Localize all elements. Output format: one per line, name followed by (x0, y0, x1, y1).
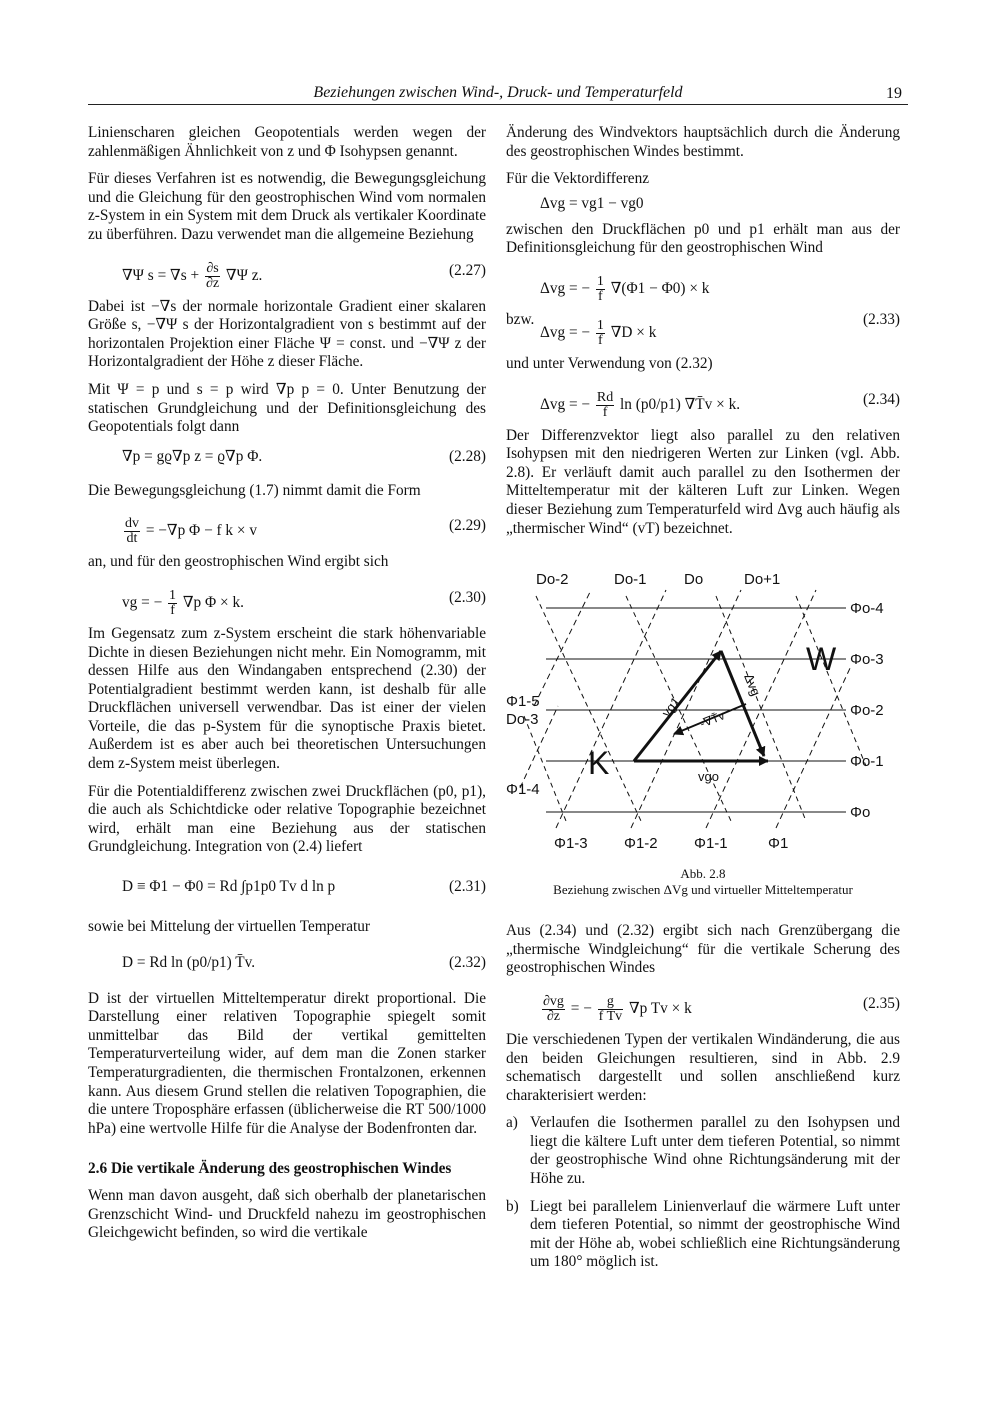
paragraph: Änderung des Windvektors hauptsächlich durch die Änderung des geostrophischen Windes bestimmt. (506, 124, 900, 160)
fraction-numerator: ∂s (206, 260, 219, 276)
paragraph: D ist der virtuellen Mitteltemperatur direkt proportional. Die Darstellung einer relativen Topographie spiegelt somit unmittelbar das Bild der vertikal gemittelten Temperaturverteilung wider, auf dem man die Zonen starker Temperaturgradienten, die thermischen Frontalzonen, erkennen kann. Aus diesem Grund stellen die relativen Topographien, die die untere Troposphäre erfassen (üblicherweise die RT 500/1000 hPa) eine wertvolle Hilfe für die Analyse der Bodenfronten dar. (88, 989, 486, 1137)
label-left: Φ1-5 (506, 693, 540, 711)
fraction-denominator: f (170, 602, 175, 618)
equation-number: (2.32) (449, 953, 486, 971)
equation-2-29 (88, 509, 486, 547)
equation-formula: D = Rd ln (p0/p1) T̄v. (122, 953, 256, 971)
fraction-numerator: 1 (596, 273, 604, 289)
running-title: Beziehungen zwischen Wind-, Druck- und Temperaturfeld (313, 84, 683, 101)
left-column (88, 124, 486, 1252)
paragraph: Linienscharen gleichen Geopotentials werden wegen der zahlenmäßigen Ähnlichkeit von z und Φ Isohypsen genannt. (88, 124, 486, 160)
list-item (506, 1198, 900, 1272)
equation-2-33b (506, 310, 900, 348)
section-heading: 2.6 Die vertikale Änderung des geostrophischen Windes (88, 1160, 452, 1178)
paragraph: Im Gegensatz zum z-System erscheint die stark höhenvariable Dichte in diesen Beziehungen nicht mehr. Ein Nomogramm, mit dessen Hilfe aus den Windangaben entsprechend (2.30) der Potentialgradient bestimmt werden kann, ist deshalb für alle Druckflächen universell verwendbar. Das ist einer der vielen Vorteile, die das p-System für die synoptische Praxis bietet. Außerdem ist es aber auch bei theoretischen Untersuchungen dem z-System meist überlegen. (88, 624, 486, 773)
label-right: Φo-1 (850, 753, 884, 771)
equation-number: (2.35) (863, 994, 900, 1012)
bzw-label: bzw. (506, 310, 535, 328)
equation-2-33a (506, 267, 900, 304)
equation-fraction (596, 391, 614, 420)
paragraph: Der Differenzvektor liegt also parallel zu den relativen Isohypsen mit den niedrigeren Werten zur Linken (vgl. Abb. 2.8). Er verläuft damit auch parallel zu den Isothermen der Mitteltemperatur mit der kälteren Luft zur Linken. Wegen dieser Beziehung zum Temperaturfeld wird Δvg auch häufig als „thermischer Wind“ (vT) bezeichnet. (506, 426, 900, 537)
paragraph: Für dieses Verfahren ist es notwendig, die Bewegungsgleichung und die Gleichung für den geostrophischen Wind vom normalen z-System in ein System mit dem Druck als vertikaler Koordinate zu überführen. Dazu verwendet man die allgemeine Beziehung (88, 170, 486, 243)
fraction-denominator: ∂z (546, 1008, 561, 1024)
paragraph: Die verschiedenen Typen der vertikalen Windänderung, die aus den beiden Gleichungen resultieren, sind in Abb. 2.9 schematisch dargestellt und sollen anschließend kurz charakterisiert werden: (506, 1030, 900, 1104)
label-top: Do-1 (614, 571, 647, 589)
paragraph: Aus (2.34) und (2.32) ergibt sich nach Grenzübergang die „thermische Windgleichung“ für die vertikale Scherung des geostrophischen Windes (506, 922, 900, 977)
equation-fraction (168, 589, 177, 618)
right-column (506, 124, 900, 1281)
figure-caption (506, 866, 900, 898)
equation-2-35 (506, 987, 900, 1024)
label-bottom: Φ1-3 (554, 835, 588, 853)
paragraph: Für die Vektordifferenz (506, 170, 650, 188)
equation-vector-difference (506, 193, 900, 217)
phi1-line-0 (776, 666, 851, 828)
dline-do+1 (796, 596, 866, 766)
equation-rhs: = −∇p Φ − f k × v (145, 522, 258, 540)
paragraph: Die Bewegungsgleichung (1.7) nimmt damit die Form (88, 481, 421, 499)
paragraph: zwischen den Druckflächen p0 und p1 erhält man aus der Definitionsgleichung für den geostrophischen Wind (506, 220, 900, 257)
low-label: K (588, 745, 610, 782)
vector-delta-vg (721, 651, 764, 756)
equation-fraction (542, 995, 565, 1024)
paragraph: an, und für den geostrophischen Wind ergibt sich (88, 553, 389, 571)
equation-number: (2.33) (863, 310, 900, 328)
equation-rhs: ∇Ψ z. (225, 266, 263, 284)
equation-number: (2.31) (449, 878, 486, 896)
equation-fraction (598, 995, 623, 1024)
vector-delta-vg-label: Δvg (741, 671, 764, 699)
equation-formula: ∇p = gϱ∇p z = ϱ∇p Φ. (122, 447, 263, 465)
fraction-denominator: f (598, 332, 603, 348)
equation-2-28 (88, 446, 486, 472)
high-label: W (806, 641, 837, 678)
fraction-numerator: ∂vg (543, 993, 564, 1009)
list-marker: b) (506, 1197, 519, 1215)
label-right: Φo (850, 804, 871, 822)
dline-do-2 (536, 596, 641, 821)
page-number: 19 (886, 85, 902, 102)
fraction-denominator: f (598, 288, 603, 304)
vector-vg1-label: vg1 (658, 694, 684, 720)
label-left: Φ1-4 (506, 781, 540, 799)
phi1-line-1 (706, 590, 816, 828)
fraction-numerator: g (598, 995, 623, 1010)
equation-fraction (596, 275, 605, 304)
equation-number: (2.29) (449, 517, 486, 535)
paragraph: Mit Ψ = p und s = p wird ∇p p = 0. Unter Benutzung der statischen Grundgleichung und der Definitionsgleichung des Geopotentials folgt dann (88, 380, 486, 436)
fraction-denominator: ∂z (205, 275, 220, 291)
list-text: Verlaufen die Isothermen parallel zu den Isohypsen und liegt die kältere Luft unter dem tieferen Potential, so nimmt der geostrophische Wind ohne Richtungsänderung mit der Höhe zu. (530, 1114, 900, 1188)
dline-do-3 (524, 716, 566, 821)
list-marker: a) (506, 1114, 518, 1132)
phi1-line-3 (556, 590, 666, 828)
equation-2-32 (88, 946, 486, 980)
diagram-svg (506, 566, 900, 866)
fraction-denominator: f T̄v (598, 1008, 623, 1024)
phi1-lines (520, 590, 851, 828)
list-text: Liegt bei parallelem Linienverlauf die wärmere Luft unter dem tieferen Potential, so nimmt der geostrophische Wind mit der Höhe ab, wobei schließlich eine Richtungsänderung um 180° möglich ist. (530, 1197, 900, 1271)
label-top: Do-2 (536, 571, 569, 589)
isohypse-lines-horizontal (546, 608, 846, 812)
label-right: Φo-4 (850, 600, 884, 618)
equation-number: (2.27) (449, 261, 486, 279)
vector-vg0-label: vgo (698, 769, 719, 785)
list-item (506, 1114, 900, 1188)
equation-2-31 (88, 866, 486, 908)
characterization-list (506, 1114, 900, 1272)
paragraph: sowie bei Mittelung der virtuellen Temperatur (88, 918, 370, 936)
equation-2-30 (88, 581, 486, 618)
wind-vectors (634, 651, 768, 761)
label-left: Do-3 (506, 711, 539, 729)
equation-number: (2.34) (863, 390, 900, 408)
label-top: Do (684, 571, 704, 589)
label-top: Do+1 (744, 571, 781, 589)
equation-lhs: Δvg = − (540, 323, 591, 341)
fraction-numerator: 1 (169, 587, 177, 603)
equation-lhs: ∇Ψ s = ∇s + (122, 266, 200, 284)
phi1-line-2 (631, 590, 741, 828)
fraction-numerator: dv (125, 516, 139, 532)
paragraph: Wenn man davon ausgeht, daß sich oberhalb der planetarischen Grenzschicht Wind- und Druckfeld nahezu im geostrophischen Gleichgewicht befinden, so wird die vertikale (88, 1186, 486, 1242)
fraction-denominator: dt (126, 531, 138, 547)
label-bottom: Φ1 (768, 835, 789, 853)
equation-mid: = − (570, 999, 592, 1017)
equation-fraction (124, 517, 140, 546)
running-header (88, 82, 908, 105)
label-bottom: Φ1-2 (624, 835, 658, 853)
fraction-numerator: Rd (596, 389, 614, 405)
equation-fraction (596, 319, 605, 348)
paragraph: und unter Verwendung von (2.32) (506, 354, 713, 372)
fraction-denominator: f (602, 404, 608, 420)
equation-formula: Δvg = vg1 − vg0 (540, 194, 644, 212)
paragraph: Dabei ist −∇s der normale horizontale Gradient einer skalaren Größe s, −∇Ψ s der Horizontalgradient von s bestimmt auf der horizontalen Projektion einer Fläche Ψ = const. und −∇Ψ z der Horizontalgradient der Höhe z dieser Fläche. (88, 297, 486, 371)
label-right: Φo-2 (850, 702, 884, 720)
caption-text: Beziehung zwischen ΔVg und virtueller Mitteltemperatur (553, 882, 853, 898)
caption-number: Abb. 2.8 (680, 866, 726, 882)
equation-lhs: Δvg = − (540, 395, 591, 413)
equation-fraction (205, 262, 220, 291)
equation-lhs: Δvg = − (540, 279, 591, 297)
equation-rhs: ∇p Φ × k. (182, 593, 244, 611)
label-bottom: Φ1-1 (694, 835, 728, 853)
vector-thermal-label: -∇T̄v (697, 708, 727, 731)
fraction-numerator: 1 (596, 317, 604, 333)
equation-formula: D ≡ Φ1 − Φ0 = Rd ∫p1p0 Tv d ln p (122, 878, 336, 896)
phi1-line-5 (534, 590, 591, 706)
equation-number: (2.28) (449, 447, 486, 465)
paragraph: Für die Potentialdifferenz zwischen zwei Druckflächen (p0, p1), die auch als Schichtdicke oder relative Topographie bezeichnet wird, erhält man eine Beziehung aus der statischen Grundgleichung. Integration von (2.4) liefert (88, 782, 486, 856)
equation-2-34 (506, 383, 900, 420)
equation-rhs: ∇p Tv × k (628, 999, 692, 1017)
equation-rhs: ∇D × k (610, 323, 657, 341)
equation-rhs: ∇(Φ1 − Φ0) × k (610, 279, 710, 297)
equation-number: (2.30) (449, 588, 486, 606)
figure-2-8 (506, 566, 900, 866)
equation-lhs: vg = − (122, 593, 163, 611)
equation-rhs: ln (p0/p1) ∇T̄v × k. (620, 395, 741, 413)
label-right: Φo-3 (850, 651, 884, 669)
equation-2-27 (88, 254, 486, 291)
